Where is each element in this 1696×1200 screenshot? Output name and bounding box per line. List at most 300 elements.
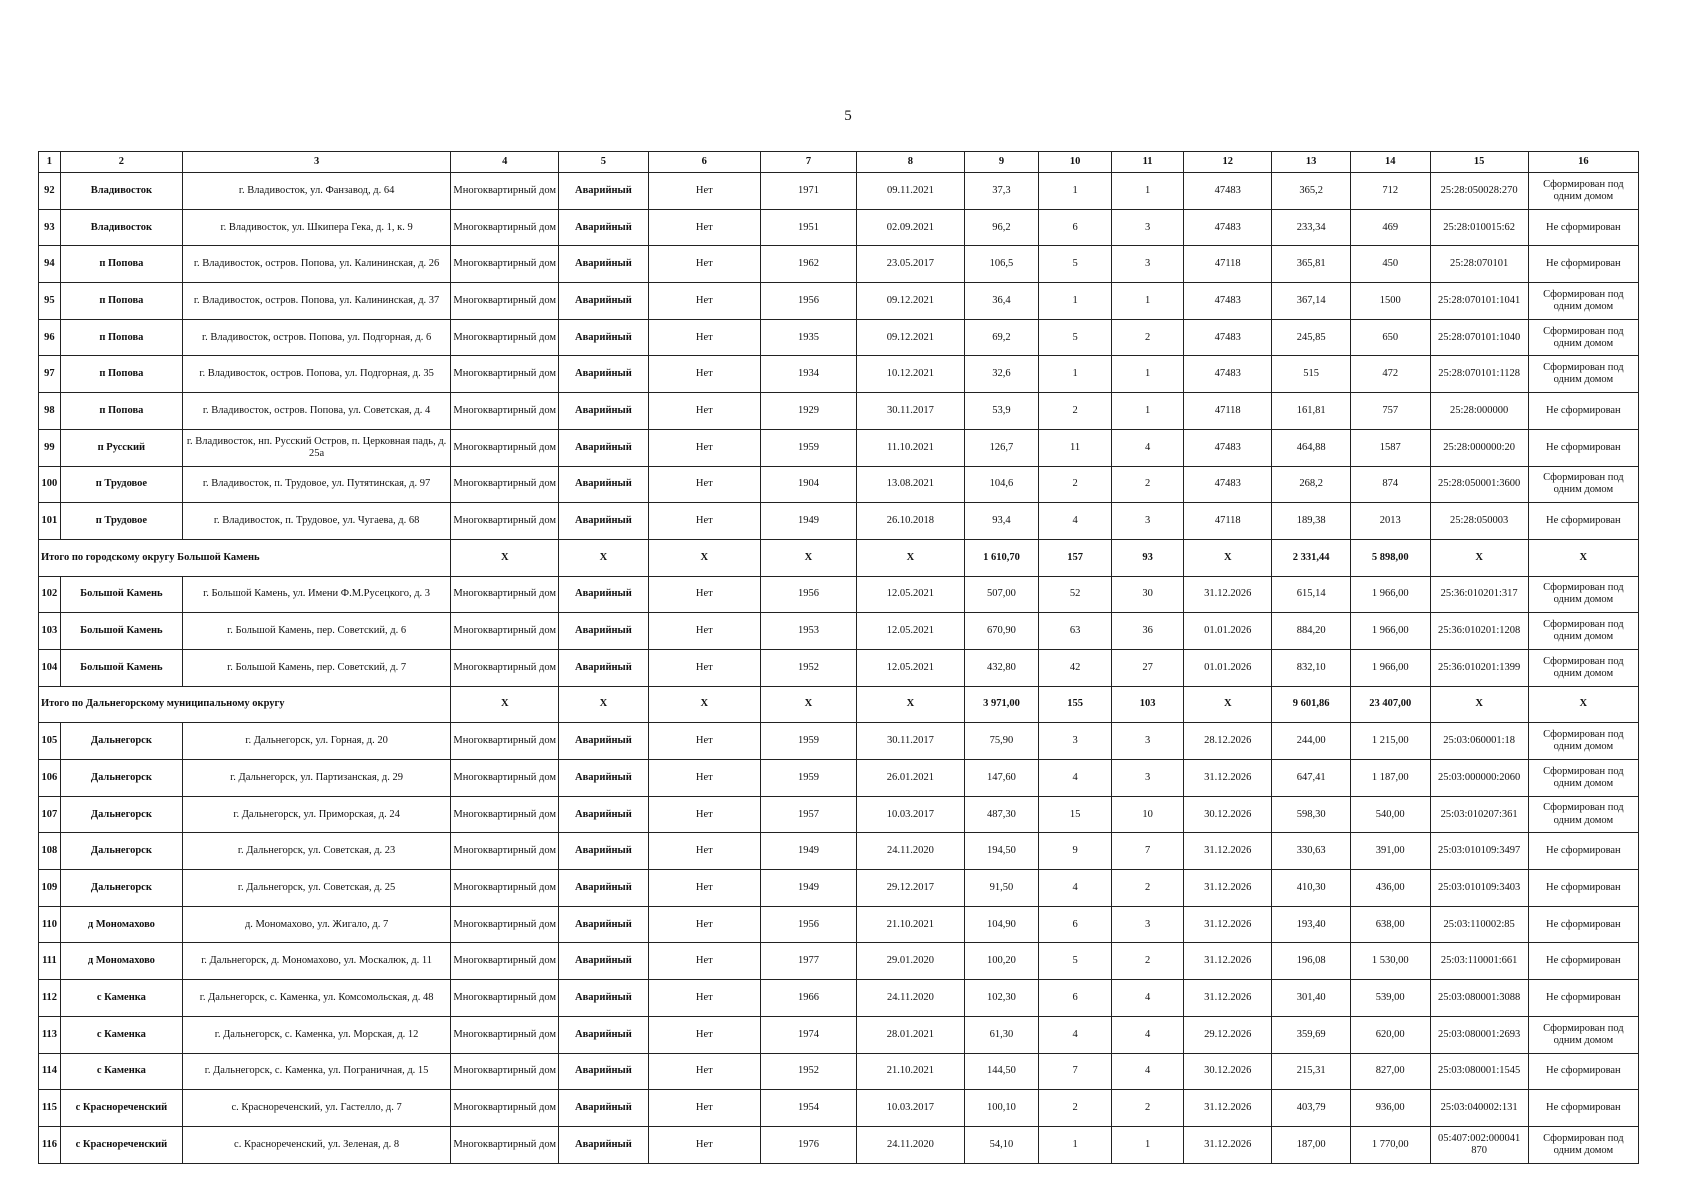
cell-status: Нет xyxy=(648,393,760,430)
cell-cadastral-number: 25:28:070101:1041 xyxy=(1430,283,1528,320)
table-row xyxy=(39,503,1639,540)
cell-residents: 4 xyxy=(1039,1016,1112,1053)
cell-residents: 5 xyxy=(1039,943,1112,980)
column-header: 10 xyxy=(1039,152,1112,173)
cell-building-type: Многоквартирный дом xyxy=(451,466,559,503)
cell-recognition-date: 10.03.2017 xyxy=(856,1090,964,1127)
cell-residents: 2 xyxy=(1039,1090,1112,1127)
cell-condition: Аварийный xyxy=(559,980,648,1017)
cell-land-status: Сформирован под одним домом xyxy=(1528,723,1638,760)
cell-land-area: 1 530,00 xyxy=(1350,943,1430,980)
cell-land-status: Сформирован под одним домом xyxy=(1528,576,1638,613)
cell-cadastral-number: 25:03:080001:2693 xyxy=(1430,1016,1528,1053)
cell-build-year: 1953 xyxy=(760,613,856,650)
cell-municipality: п Попова xyxy=(60,393,182,430)
cell-deadline: 31.12.2026 xyxy=(1184,760,1272,797)
cell-land-area: 1 966,00 xyxy=(1350,649,1430,686)
cell-recognition-date: 30.11.2017 xyxy=(856,393,964,430)
cell-land-area: 757 xyxy=(1350,393,1430,430)
cell-cadastral-number: 25:03:010109:3497 xyxy=(1430,833,1528,870)
cell-address: г. Владивосток, ул. Фанзавод, д. 64 xyxy=(182,173,450,210)
cell-cadastral-number: 25:03:000000:2060 xyxy=(1430,760,1528,797)
cell-cost: 268,2 xyxy=(1272,466,1351,503)
cell-land-area: 450 xyxy=(1350,246,1430,283)
cell-land-status: Сформирован под одним домом xyxy=(1528,649,1638,686)
cell-land-area: 827,00 xyxy=(1350,1053,1430,1090)
subtotal-residents: 157 xyxy=(1039,539,1112,576)
cell-recognition-date: 23.05.2017 xyxy=(856,246,964,283)
cell-area: 104,90 xyxy=(964,906,1038,943)
subtotal-deadline: X xyxy=(1184,539,1272,576)
column-header: 1 xyxy=(39,152,61,173)
subtotal-cost: 2 331,44 xyxy=(1272,539,1351,576)
cell-recognition-date: 09.12.2021 xyxy=(856,319,964,356)
cell-deadline: 31.12.2026 xyxy=(1184,833,1272,870)
subtotal-building-type: X xyxy=(451,686,559,723)
subtotal-cost: 9 601,86 xyxy=(1272,686,1351,723)
cell-building-type: Многоквартирный дом xyxy=(451,980,559,1017)
cell-build-year: 1976 xyxy=(760,1126,856,1163)
cell-address: г. Владивосток, остров. Попова, ул. Подгорная, д. 35 xyxy=(182,356,450,393)
cell-cost: 367,14 xyxy=(1272,283,1351,320)
cell-land-status: Не сформирован xyxy=(1528,1053,1638,1090)
cell-land-area: 1 215,00 xyxy=(1350,723,1430,760)
cell-apartments: 2 xyxy=(1112,466,1184,503)
subtotal-build-year: X xyxy=(760,686,856,723)
table-row xyxy=(39,429,1639,466)
cell-condition: Аварийный xyxy=(559,173,648,210)
cell-deadline: 47118 xyxy=(1184,503,1272,540)
column-number-header-row xyxy=(39,152,1639,173)
cell-municipality: с Краснореченский xyxy=(60,1126,182,1163)
cell-recognition-date: 10.03.2017 xyxy=(856,796,964,833)
cell-build-year: 1959 xyxy=(760,760,856,797)
cell-deadline: 47483 xyxy=(1184,319,1272,356)
cell-build-year: 1962 xyxy=(760,246,856,283)
cell-row-number: 108 xyxy=(39,833,61,870)
cell-cadastral-number: 25:03:080001:1545 xyxy=(1430,1053,1528,1090)
table-body xyxy=(39,173,1639,1164)
column-header: 3 xyxy=(182,152,450,173)
cell-build-year: 1934 xyxy=(760,356,856,393)
cell-cost: 196,08 xyxy=(1272,943,1351,980)
cell-municipality: Владивосток xyxy=(60,209,182,246)
cell-land-area: 469 xyxy=(1350,209,1430,246)
table-row xyxy=(39,613,1639,650)
cell-condition: Аварийный xyxy=(559,870,648,907)
subtotal-recognition-date: X xyxy=(856,539,964,576)
cell-cost: 410,30 xyxy=(1272,870,1351,907)
cell-address: г. Владивосток, п. Трудовое, ул. Путятинская, д. 97 xyxy=(182,466,450,503)
cell-residents: 5 xyxy=(1039,246,1112,283)
cell-building-type: Многоквартирный дом xyxy=(451,723,559,760)
cell-cadastral-number: 25:03:080001:3088 xyxy=(1430,980,1528,1017)
table-row xyxy=(39,1016,1639,1053)
table-row xyxy=(39,796,1639,833)
cell-recognition-date: 10.12.2021 xyxy=(856,356,964,393)
cell-recognition-date: 30.11.2017 xyxy=(856,723,964,760)
cell-deadline: 31.12.2026 xyxy=(1184,1090,1272,1127)
cell-build-year: 1956 xyxy=(760,283,856,320)
cell-address: г. Большой Камень, ул. Имени Ф.М.Русецкого, д. 3 xyxy=(182,576,450,613)
cell-area: 487,30 xyxy=(964,796,1038,833)
cell-apartments: 4 xyxy=(1112,1016,1184,1053)
cell-build-year: 1949 xyxy=(760,833,856,870)
cell-cost: 359,69 xyxy=(1272,1016,1351,1053)
cell-cadastral-number: 25:03:110002:85 xyxy=(1430,906,1528,943)
cell-status: Нет xyxy=(648,503,760,540)
cell-cadastral-number: 25:03:040002:131 xyxy=(1430,1090,1528,1127)
cell-build-year: 1957 xyxy=(760,796,856,833)
cell-condition: Аварийный xyxy=(559,943,648,980)
cell-area: 36,4 xyxy=(964,283,1038,320)
cell-deadline: 31.12.2026 xyxy=(1184,943,1272,980)
cell-residents: 6 xyxy=(1039,209,1112,246)
cell-municipality: с Каменка xyxy=(60,980,182,1017)
cell-land-area: 472 xyxy=(1350,356,1430,393)
cell-residents: 9 xyxy=(1039,833,1112,870)
cell-cost: 615,14 xyxy=(1272,576,1351,613)
table-row xyxy=(39,760,1639,797)
subtotal-land-area: 5 898,00 xyxy=(1350,539,1430,576)
cell-residents: 11 xyxy=(1039,429,1112,466)
subtotal-land-status: X xyxy=(1528,686,1638,723)
table-row xyxy=(39,906,1639,943)
cell-residents: 4 xyxy=(1039,870,1112,907)
cell-deadline: 47483 xyxy=(1184,429,1272,466)
cell-cadastral-number: 25:28:070101:1128 xyxy=(1430,356,1528,393)
cell-residents: 1 xyxy=(1039,173,1112,210)
cell-cadastral-number: 25:28:050003 xyxy=(1430,503,1528,540)
cell-address: с. Краснореченский, ул. Гастелло, д. 7 xyxy=(182,1090,450,1127)
cell-condition: Аварийный xyxy=(559,466,648,503)
cell-apartments: 27 xyxy=(1112,649,1184,686)
table-row xyxy=(39,1053,1639,1090)
cell-land-status: Не сформирован xyxy=(1528,906,1638,943)
cell-building-type: Многоквартирный дом xyxy=(451,1090,559,1127)
cell-cost: 403,79 xyxy=(1272,1090,1351,1127)
cell-row-number: 96 xyxy=(39,319,61,356)
cell-cost: 244,00 xyxy=(1272,723,1351,760)
cell-municipality: с Краснореченский xyxy=(60,1090,182,1127)
column-header: 11 xyxy=(1112,152,1184,173)
cell-deadline: 47483 xyxy=(1184,356,1272,393)
cell-residents: 1 xyxy=(1039,356,1112,393)
cell-cadastral-number: 25:03:110001:661 xyxy=(1430,943,1528,980)
cell-building-type: Многоквартирный дом xyxy=(451,833,559,870)
cell-land-status: Сформирован под одним домом xyxy=(1528,1126,1638,1163)
cell-condition: Аварийный xyxy=(559,649,648,686)
cell-address: г. Дальнегорск, ул. Советская, д. 25 xyxy=(182,870,450,907)
cell-condition: Аварийный xyxy=(559,723,648,760)
cell-deadline: 29.12.2026 xyxy=(1184,1016,1272,1053)
cell-address: г. Дальнегорск, с. Каменка, ул. Пограничная, д. 15 xyxy=(182,1053,450,1090)
cell-status: Нет xyxy=(648,906,760,943)
cell-building-type: Многоквартирный дом xyxy=(451,283,559,320)
cell-land-area: 1 187,00 xyxy=(1350,760,1430,797)
cell-land-status: Сформирован под одним домом xyxy=(1528,356,1638,393)
cell-land-area: 2013 xyxy=(1350,503,1430,540)
cell-area: 69,2 xyxy=(964,319,1038,356)
cell-build-year: 1929 xyxy=(760,393,856,430)
cell-build-year: 1959 xyxy=(760,429,856,466)
cell-building-type: Многоквартирный дом xyxy=(451,943,559,980)
cell-condition: Аварийный xyxy=(559,1126,648,1163)
cell-cadastral-number: 25:03:060001:18 xyxy=(1430,723,1528,760)
cell-condition: Аварийный xyxy=(559,613,648,650)
cell-municipality: п Трудовое xyxy=(60,503,182,540)
cell-row-number: 100 xyxy=(39,466,61,503)
page-number: 5 xyxy=(844,108,852,124)
cell-cadastral-number: 25:28:010015:62 xyxy=(1430,209,1528,246)
cell-land-status: Не сформирован xyxy=(1528,1090,1638,1127)
cell-status: Нет xyxy=(648,723,760,760)
cell-row-number: 92 xyxy=(39,173,61,210)
cell-municipality: с Каменка xyxy=(60,1016,182,1053)
cell-apartments: 3 xyxy=(1112,723,1184,760)
cell-residents: 15 xyxy=(1039,796,1112,833)
cell-condition: Аварийный xyxy=(559,833,648,870)
cell-condition: Аварийный xyxy=(559,760,648,797)
cell-row-number: 102 xyxy=(39,576,61,613)
cell-land-area: 1587 xyxy=(1350,429,1430,466)
cell-status: Нет xyxy=(648,466,760,503)
cell-land-area: 1 966,00 xyxy=(1350,576,1430,613)
cell-land-area: 1 966,00 xyxy=(1350,613,1430,650)
cell-cadastral-number: 25:28:000000:20 xyxy=(1430,429,1528,466)
cell-residents: 3 xyxy=(1039,723,1112,760)
cell-building-type: Многоквартирный дом xyxy=(451,796,559,833)
cell-building-type: Многоквартирный дом xyxy=(451,1016,559,1053)
cell-municipality: Дальнегорск xyxy=(60,833,182,870)
cell-land-area: 712 xyxy=(1350,173,1430,210)
cell-build-year: 1956 xyxy=(760,576,856,613)
table-row xyxy=(39,283,1639,320)
cell-area: 104,6 xyxy=(964,466,1038,503)
cell-build-year: 1949 xyxy=(760,870,856,907)
cell-cadastral-number: 25:36:010201:1399 xyxy=(1430,649,1528,686)
subtotal-condition: X xyxy=(559,686,648,723)
cell-residents: 5 xyxy=(1039,319,1112,356)
cell-land-status: Сформирован под одним домом xyxy=(1528,760,1638,797)
cell-row-number: 103 xyxy=(39,613,61,650)
cell-building-type: Многоквартирный дом xyxy=(451,209,559,246)
cell-recognition-date: 29.01.2020 xyxy=(856,943,964,980)
cell-build-year: 1949 xyxy=(760,503,856,540)
column-header: 2 xyxy=(60,152,182,173)
cell-apartments: 3 xyxy=(1112,209,1184,246)
cell-municipality: д Мономахово xyxy=(60,906,182,943)
subtotal-build-year: X xyxy=(760,539,856,576)
cell-recognition-date: 12.05.2021 xyxy=(856,576,964,613)
cell-area: 96,2 xyxy=(964,209,1038,246)
cell-land-area: 436,00 xyxy=(1350,870,1430,907)
cell-apartments: 1 xyxy=(1112,356,1184,393)
subtotal-apartments: 93 xyxy=(1112,539,1184,576)
cell-municipality: Дальнегорск xyxy=(60,870,182,907)
cell-condition: Аварийный xyxy=(559,246,648,283)
cell-cost: 187,00 xyxy=(1272,1126,1351,1163)
cell-municipality: п Попова xyxy=(60,246,182,283)
cell-land-status: Не сформирован xyxy=(1528,209,1638,246)
cell-cadastral-number: 25:03:010109:3403 xyxy=(1430,870,1528,907)
cell-address: г. Владивосток, п. Трудовое, ул. Чугаева, д. 68 xyxy=(182,503,450,540)
cell-condition: Аварийный xyxy=(559,796,648,833)
cell-build-year: 1977 xyxy=(760,943,856,980)
cell-municipality: Большой Камень xyxy=(60,649,182,686)
subtotal-row xyxy=(39,686,1639,723)
column-header: 16 xyxy=(1528,152,1638,173)
cell-land-status: Не сформирован xyxy=(1528,870,1638,907)
cell-land-status: Сформирован под одним домом xyxy=(1528,796,1638,833)
cell-residents: 7 xyxy=(1039,1053,1112,1090)
cell-building-type: Многоквартирный дом xyxy=(451,393,559,430)
cell-status: Нет xyxy=(648,649,760,686)
cell-cadastral-number: 25:28:050028:270 xyxy=(1430,173,1528,210)
cell-status: Нет xyxy=(648,1090,760,1127)
cell-build-year: 1971 xyxy=(760,173,856,210)
cell-cost: 365,81 xyxy=(1272,246,1351,283)
cell-row-number: 101 xyxy=(39,503,61,540)
cell-apartments: 1 xyxy=(1112,393,1184,430)
cell-building-type: Многоквартирный дом xyxy=(451,649,559,686)
cell-row-number: 94 xyxy=(39,246,61,283)
cell-status: Нет xyxy=(648,833,760,870)
cell-build-year: 1959 xyxy=(760,723,856,760)
subtotal-status: X xyxy=(648,686,760,723)
cell-land-status: Не сформирован xyxy=(1528,246,1638,283)
cell-address: с. Краснореченский, ул. Зеленая, д. 8 xyxy=(182,1126,450,1163)
cell-area: 100,10 xyxy=(964,1090,1038,1127)
cell-build-year: 1956 xyxy=(760,906,856,943)
cell-build-year: 1952 xyxy=(760,1053,856,1090)
subtotal-deadline: X xyxy=(1184,686,1272,723)
cell-area: 507,00 xyxy=(964,576,1038,613)
cell-row-number: 104 xyxy=(39,649,61,686)
subtotal-label: Итого по Дальнегорскому муниципальному округу xyxy=(39,686,451,723)
cell-municipality: Дальнегорск xyxy=(60,723,182,760)
cell-cost: 515 xyxy=(1272,356,1351,393)
cell-area: 194,50 xyxy=(964,833,1038,870)
cell-municipality: д Мономахово xyxy=(60,943,182,980)
cell-address: г. Большой Камень, пер. Советский, д. 7 xyxy=(182,649,450,686)
cell-deadline: 31.12.2026 xyxy=(1184,870,1272,907)
cell-address: г. Дальнегорск, с. Каменка, ул. Морская, д. 12 xyxy=(182,1016,450,1053)
cell-deadline: 31.12.2026 xyxy=(1184,980,1272,1017)
cell-recognition-date: 24.11.2020 xyxy=(856,833,964,870)
cell-recognition-date: 12.05.2021 xyxy=(856,613,964,650)
subtotal-cadastral-number: X xyxy=(1430,686,1528,723)
subtotal-residents: 155 xyxy=(1039,686,1112,723)
cell-apartments: 2 xyxy=(1112,943,1184,980)
cell-municipality: п Трудовое xyxy=(60,466,182,503)
cell-apartments: 4 xyxy=(1112,429,1184,466)
cell-residents: 63 xyxy=(1039,613,1112,650)
cell-deadline: 01.01.2026 xyxy=(1184,649,1272,686)
cell-land-area: 874 xyxy=(1350,466,1430,503)
cell-recognition-date: 24.11.2020 xyxy=(856,1126,964,1163)
cell-building-type: Многоквартирный дом xyxy=(451,1053,559,1090)
column-header: 13 xyxy=(1272,152,1351,173)
cell-status: Нет xyxy=(648,356,760,393)
cell-recognition-date: 29.12.2017 xyxy=(856,870,964,907)
column-header: 5 xyxy=(559,152,648,173)
cell-row-number: 116 xyxy=(39,1126,61,1163)
cell-recognition-date: 12.05.2021 xyxy=(856,649,964,686)
column-header: 7 xyxy=(760,152,856,173)
cell-cost: 330,63 xyxy=(1272,833,1351,870)
cell-residents: 42 xyxy=(1039,649,1112,686)
cell-recognition-date: 21.10.2021 xyxy=(856,1053,964,1090)
cell-apartments: 1 xyxy=(1112,283,1184,320)
cell-status: Нет xyxy=(648,613,760,650)
subtotal-row xyxy=(39,539,1639,576)
cell-land-area: 936,00 xyxy=(1350,1090,1430,1127)
cell-deadline: 47483 xyxy=(1184,283,1272,320)
cell-address: г. Владивосток, нп. Русский Остров, п. Церковная падь, д. 25а xyxy=(182,429,450,466)
table-row xyxy=(39,393,1639,430)
table-row xyxy=(39,246,1639,283)
cell-row-number: 99 xyxy=(39,429,61,466)
cell-building-type: Многоквартирный дом xyxy=(451,760,559,797)
cell-apartments: 3 xyxy=(1112,760,1184,797)
cell-deadline: 01.01.2026 xyxy=(1184,613,1272,650)
cell-cost: 647,41 xyxy=(1272,760,1351,797)
table-row xyxy=(39,209,1639,246)
cell-building-type: Многоквартирный дом xyxy=(451,319,559,356)
subtotal-apartments: 103 xyxy=(1112,686,1184,723)
subtotal-status: X xyxy=(648,539,760,576)
cell-row-number: 105 xyxy=(39,723,61,760)
cell-status: Нет xyxy=(648,319,760,356)
subtotal-area: 1 610,70 xyxy=(964,539,1038,576)
cell-land-status: Сформирован под одним домом xyxy=(1528,319,1638,356)
cell-row-number: 95 xyxy=(39,283,61,320)
cell-recognition-date: 28.01.2021 xyxy=(856,1016,964,1053)
cell-land-status: Не сформирован xyxy=(1528,429,1638,466)
cell-land-status: Сформирован под одним домом xyxy=(1528,1016,1638,1053)
cell-municipality: Дальнегорск xyxy=(60,760,182,797)
cell-land-status: Не сформирован xyxy=(1528,503,1638,540)
cell-cost: 365,2 xyxy=(1272,173,1351,210)
cell-deadline: 31.12.2026 xyxy=(1184,1126,1272,1163)
cell-status: Нет xyxy=(648,1016,760,1053)
cell-area: 32,6 xyxy=(964,356,1038,393)
cell-address: г. Дальнегорск, ул. Горная, д. 20 xyxy=(182,723,450,760)
cell-address: г. Дальнегорск, ул. Советская, д. 23 xyxy=(182,833,450,870)
cell-municipality: Дальнегорск xyxy=(60,796,182,833)
cell-building-type: Многоквартирный дом xyxy=(451,906,559,943)
cell-address: г. Владивосток, остров. Попова, ул. Подгорная, д. 6 xyxy=(182,319,450,356)
cell-apartments: 3 xyxy=(1112,246,1184,283)
cell-build-year: 1952 xyxy=(760,649,856,686)
cell-recognition-date: 26.10.2018 xyxy=(856,503,964,540)
subtotal-building-type: X xyxy=(451,539,559,576)
cell-apartments: 10 xyxy=(1112,796,1184,833)
cell-deadline: 31.12.2026 xyxy=(1184,906,1272,943)
column-header: 8 xyxy=(856,152,964,173)
cell-status: Нет xyxy=(648,980,760,1017)
cell-deadline: 31.12.2026 xyxy=(1184,576,1272,613)
cell-apartments: 2 xyxy=(1112,870,1184,907)
cell-residents: 1 xyxy=(1039,283,1112,320)
cell-municipality: Владивосток xyxy=(60,173,182,210)
cell-apartments: 3 xyxy=(1112,906,1184,943)
cell-deadline: 47118 xyxy=(1184,393,1272,430)
cell-apartments: 3 xyxy=(1112,503,1184,540)
cell-build-year: 1974 xyxy=(760,1016,856,1053)
table-row xyxy=(39,1126,1639,1163)
